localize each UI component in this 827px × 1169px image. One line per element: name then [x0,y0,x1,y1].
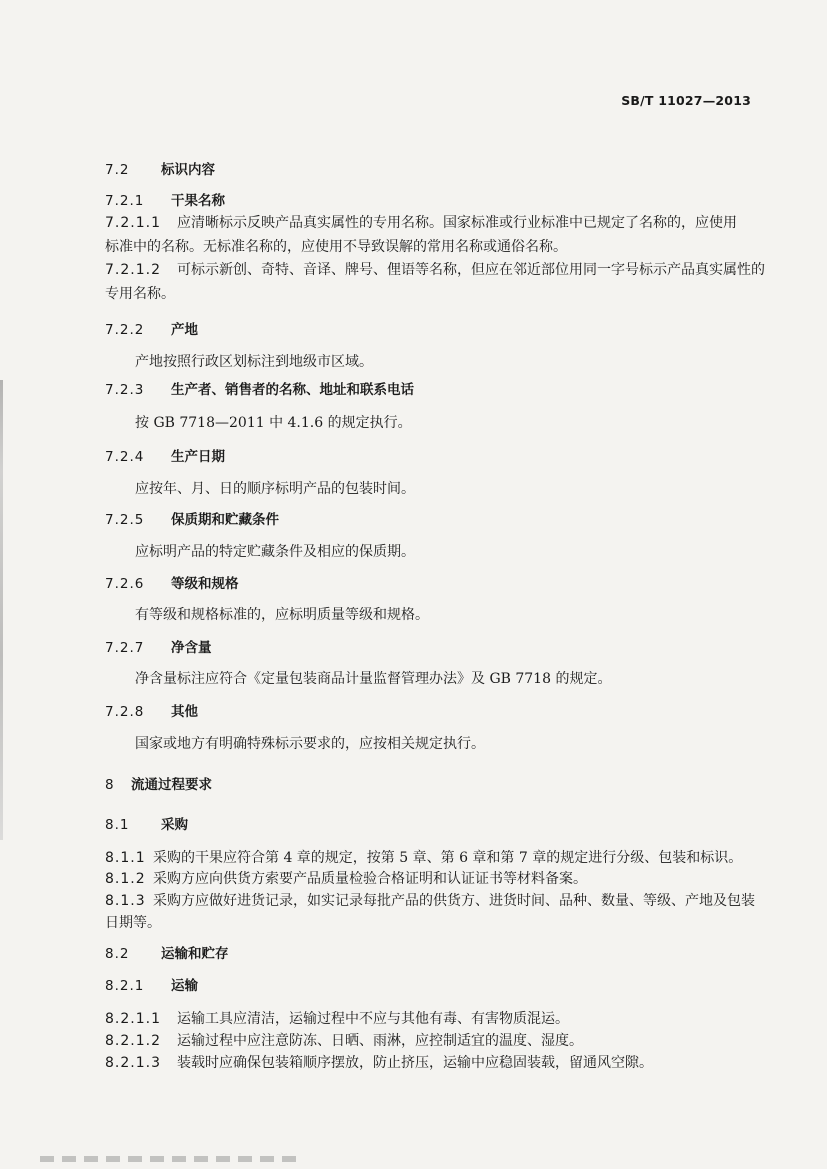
clause-7-2-1-1-line1: 7.2.1.1 应清晰标示反映产品真实属性的专用名称。国家标准或行业标准中已规定了名称的，应使用 [105,215,737,231]
clause-7-2-1-2-line2: 专用名称。 [105,286,175,302]
section-8-2-heading: 8.2 运输和贮存 [105,946,229,962]
clause-8-1-1: 8.1.1 采购的干果应符合第 4 章的规定，按第 5 章、第 6 章和第 7 章的规定进行分级、包装和标识。 [105,850,743,866]
clause-8-1-3-line1: 8.1.3 采购方应做好进货记录，如实记录每批产品的供货方、进货时间、品种、数量、等级、产地及包装 [105,893,755,909]
standard-code-header: SB/T 11027—2013 [621,93,751,108]
section-7-2-3-heading: 7.2.3 生产者、销售者的名称、地址和联系电话 [105,382,414,398]
clause-8-2-1-2: 8.2.1.2 运输过程中应注意防冻、日晒、雨淋，应控制适宜的温度、湿度。 [105,1033,583,1049]
clause-7-2-4-body: 应按年、月、日的顺序标明产品的包装时间。 [135,481,415,497]
section-7-2-heading: 7.2 标识内容 [105,162,215,178]
clause-7-2-7-body: 净含量标注应符合《定量包装商品计量监督管理办法》及 GB 7718 的规定。 [135,671,612,687]
clause-8-1-3-line2: 日期等。 [105,915,161,931]
chapter-8-heading: 8 流通过程要求 [105,777,212,793]
clause-7-2-1-2-line1: 7.2.1.2 可标示新创、奇特、音译、牌号、俚语等名称，但应在邻近部位用同一字号标示产品真实属性的 [105,262,765,278]
section-7-2-1-heading: 7.2.1 干果名称 [105,193,225,209]
section-7-2-5-heading: 7.2.5 保质期和贮藏条件 [105,512,279,528]
clause-7-2-2-body: 产地按照行政区划标注到地级市区域。 [135,354,373,370]
section-7-2-2-heading: 7.2.2 产地 [105,322,198,338]
clause-8-2-1-3: 8.2.1.3 装载时应确保包装箱顺序摆放，防止挤压，运输中应稳固装载，留通风空隙。 [105,1055,653,1071]
clause-7-2-5-body: 应标明产品的特定贮藏条件及相应的保质期。 [135,544,415,560]
scan-edge-shadow [0,380,3,840]
clause-7-2-8-body: 国家或地方有明确特殊标示要求的，应按相关规定执行。 [135,736,485,752]
scan-bottom-artifact [40,1156,300,1162]
section-8-1-heading: 8.1 采购 [105,817,188,833]
section-7-2-4-heading: 7.2.4 生产日期 [105,449,225,465]
clause-8-1-2: 8.1.2 采购方应向供货方索要产品质量检验合格证明和认证证书等材料备案。 [105,871,587,887]
clause-7-2-1-1-line2: 标准中的名称。无标准名称的，应使用不导致误解的常用名称或通俗名称。 [105,239,567,255]
section-8-2-1-heading: 8.2.1 运输 [105,978,198,994]
clause-8-2-1-1: 8.2.1.1 运输工具应清洁，运输过程中不应与其他有毒、有害物质混运。 [105,1011,569,1027]
clause-7-2-3-body: 按 GB 7718—2011 中 4.1.6 的规定执行。 [135,415,412,431]
section-7-2-8-heading: 7.2.8 其他 [105,704,198,720]
section-7-2-7-heading: 7.2.7 净含量 [105,640,212,656]
clause-7-2-6-body: 有等级和规格标准的，应标明质量等级和规格。 [135,607,429,623]
section-7-2-6-heading: 7.2.6 等级和规格 [105,576,239,592]
